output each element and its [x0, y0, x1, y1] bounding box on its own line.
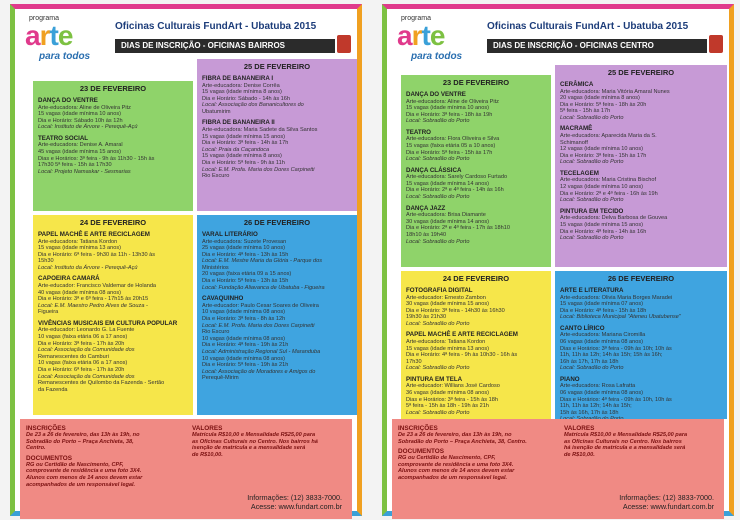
inscricoes-line: De 23 a 26 de fevereiro, das 13h às 19h, no: [398, 432, 512, 438]
block-26: [555, 271, 727, 419]
workshop-detail-line: 20 vagas (faixa etária 09 a 15 anos): [202, 271, 292, 278]
block-25: [555, 65, 727, 267]
workshop-detail-line: Arte-educadora: Sarely Cardoso Furtado: [406, 174, 508, 181]
inscricoes-line: Sobradão do Porto – Praça Anchieta, 38,: [26, 438, 134, 445]
workshop-entry: [560, 287, 722, 321]
workshop-detail-line: da Fazenda: [38, 386, 68, 393]
workshop-detail-line: Local: Sobradão do Porto: [560, 114, 624, 121]
block-date-heading: 24 DE FEVEREIRO: [442, 274, 510, 283]
workshop-detail-line: 15 vagas (idade mínima 13 anos): [406, 345, 490, 352]
workshop-title: PAPEL MACHÊ E ARTE RECICLAGEM: [406, 331, 518, 339]
workshop-detail-line: Perequê-Mirim: [202, 375, 239, 382]
workshop-detail-line: Dia e Horário: 5ª feira - 18h às 20h: [560, 101, 647, 108]
workshop-detail-line: Dia e Horário: 5ª feira - 13h às 15h: [202, 278, 289, 285]
workshop-title: DANÇA DO VENTRE: [406, 91, 466, 98]
workshop-title: CAVAQUINHO: [202, 295, 244, 303]
workshop-detail-line: Dia e Horário: Sábado - 14h às 16h: [202, 95, 291, 102]
workshop-detail-line: 15 vagas (idade mínima 8 anos): [202, 89, 282, 96]
logo-letter: t: [49, 20, 58, 51]
workshop-detail-line: Dias e Horários: 3ª feira - 09h às 10h; 10h às: [560, 345, 672, 352]
workshop-detail-line: Arte-educadora: Delva Barbosa de Gouvea: [560, 215, 668, 222]
workshop-detail-line: Arte-educadora: Aparecida Maria da S.: [560, 132, 657, 139]
workshop-detail-line: Ubatumirim: [202, 108, 231, 115]
workshop-detail-line: 45 vagas (idade mínima 15 anos): [38, 148, 122, 155]
workshop-detail-line: Local: Praia da Caçandoca: [202, 146, 270, 153]
workshop-entry: [202, 75, 352, 115]
valores-line: de R$10,00.: [564, 451, 595, 458]
workshop-entry: [38, 231, 188, 271]
inscricoes-line: De 23 a 26 de fevereiro, das 13h às 19h, no: [26, 432, 140, 438]
workshop-detail-line: 10 vagas (idade mínima 08 anos): [202, 335, 286, 342]
workshop-title: PAPEL MACHÊ E ARTE RECICLAGEM: [38, 231, 150, 238]
workshop-detail-line: Arte-educadora: Tatiana Kordon: [38, 238, 118, 245]
workshop-detail-line: Arte-educador: Ernesto Zambon: [406, 294, 486, 301]
block-23: [33, 81, 193, 211]
footer-valores: [564, 425, 687, 458]
workshop-detail-line: Local: Fundação Aliavanca de Ubatuba - Figueira: [202, 284, 325, 291]
workshop-detail-line: 10 vagas (idade mínima 08 anos): [202, 355, 286, 362]
workshop-detail-line: Local: E.M. Maestro Pedro Alves de Souza -: [38, 302, 148, 309]
workshop-title: VIVÊNCIAS MUSICAIS EM CULTURA POPULAR: [38, 319, 178, 327]
workshop-detail-line: Arte-educadora: Denise Corrêa: [202, 82, 280, 89]
block-date-heading: 25 DE FEVEREIRO: [243, 62, 311, 71]
workshop-entry: [406, 91, 546, 125]
workshop-detail-line: Local: Instituto de Árvore - Perequê-Açú: [38, 124, 138, 131]
workshop-detail-line: Rio Escuro: [202, 329, 230, 336]
workshop-detail-line: Dia e Horário: 2ª e 4ª feira - 17h às 18h10: [406, 225, 510, 232]
workshop-detail-line: 11h, 11h às 12h; 14h às 15h; 15h às 16h;: [560, 352, 663, 359]
workshop-title: DANÇA DO VENTRE: [38, 97, 98, 104]
valores-line: as Oficinas Culturais no Centro. Nos bairros há: [192, 438, 318, 445]
workshop-title: CERÂMICA: [560, 81, 594, 88]
documentos-heading: DOCUMENTOS: [398, 448, 445, 456]
workshop-detail-line: 16h às 17h, 17h às 18h: [560, 358, 619, 365]
workshop-detail-line: Dia e Horário: 3ª feira - 14h às 17h: [202, 140, 289, 147]
block-date-heading: 26 DE FEVEREIRO: [607, 274, 675, 283]
footer-inscricoes: [398, 425, 527, 482]
workshop-entry: [38, 320, 188, 393]
logo-letter: a: [397, 20, 412, 51]
workshop-entry: [560, 81, 722, 121]
workshop-detail-line: 15 vagas (faixa etária 05 a 10 anos): [406, 142, 496, 149]
contact-website[interactable]: Acesse: www.fundart.com.br: [250, 502, 342, 511]
block-date-heading: 26 DE FEVEREIRO: [243, 218, 311, 227]
workshop-detail-line: Arte-educadora: Maria Cristina Bischof: [560, 177, 657, 184]
workshop-entry: [560, 208, 722, 242]
workshop-detail-line: Arte-educadora: Tatiana Kordon: [406, 338, 486, 345]
contact-website[interactable]: Acesse: www.fundart.com.br: [622, 502, 714, 511]
workshop-detail-line: Dia e Horário: 4ª feira - 15h às 18h: [560, 307, 647, 314]
block-date-heading: 25 DE FEVEREIRO: [607, 68, 675, 77]
workshop-entry: [38, 135, 188, 175]
workshop-title: VARAL LITERÁRIO: [202, 231, 258, 238]
workshop-detail-line: Arte-educador: Leonardo G. La Fuente: [38, 327, 135, 334]
workshop-entry: [406, 129, 546, 163]
documentos-line: acompanhados de um responsável legal.: [398, 474, 508, 481]
workshop-detail-line: 12 vagas (idade mínima 10 anos): [560, 184, 644, 191]
workshop-detail-line: Figueira: [38, 309, 59, 316]
documentos-line: Alunos com menos de 14 anos devem estar: [398, 468, 515, 475]
workshop-entry: [406, 167, 546, 201]
logo-letter: e: [57, 20, 73, 51]
documentos-line: RG ou Certidão de Nascimento, CPF,: [26, 461, 124, 468]
workshop-detail-line: Dia e Horário: 4ª feira - 19h às 21h: [202, 342, 289, 349]
city-crest-icon: [709, 35, 723, 53]
workshop-entry: [202, 295, 352, 382]
workshop-detail-line: Local: Sobradão do Porto: [560, 365, 624, 372]
poster-title: Oficinas Culturais FundArt - Ubatuba 2015: [487, 21, 689, 32]
workshop-detail-line: Arte-educadora: Rosa Lafratta: [560, 383, 636, 390]
workshop-entry: [406, 331, 546, 371]
workshop-detail-line: Arte-educadora: Brisa Diamante: [406, 212, 486, 219]
valores-line: as Oficinas Culturais no Centro. Nos bairros: [564, 438, 682, 445]
workshop-title: DANÇA CLÁSSICA: [406, 166, 462, 174]
contact-phone: Informações: (12) 3833-7000.: [619, 493, 714, 502]
workshop-detail-line: Dias e Horários: 4ª feira - 09h às 10h, 10h às: [560, 396, 672, 403]
workshop-detail-line: 36 vagas (idade mínima 08 anos): [406, 390, 490, 397]
logo-letter: e: [429, 20, 445, 51]
workshop-detail-line: Rio Escuro: [202, 173, 230, 180]
documentos-line: RG ou Certidão de Nascimento, CPF,: [398, 455, 496, 462]
workshop-detail-line: Dia e Horário: 3ª feira - 17h às 20h: [38, 340, 125, 347]
workshop-detail-line: Dia e Horário: 2ª e 4ª feira - 16h às 19h: [560, 190, 658, 197]
workshop-entry: [560, 376, 722, 423]
workshop-entry: [560, 325, 722, 372]
workshop-detail-line: Dia e Horário: 3ª e 6ª feira - 17h15 às 20h15: [38, 296, 149, 303]
workshop-entry: [406, 287, 546, 327]
workshop-entry: [202, 119, 352, 179]
workshop-detail-line: Local: Associação da Comunidade dos: [38, 373, 135, 380]
block-24: [33, 215, 193, 415]
workshop-title: TEATRO SOCIAL: [38, 134, 89, 142]
workshop-detail-line: Local: Sobradão do Porto: [406, 365, 470, 372]
valores-line: isenção de matrícula e a mensalidade será: [192, 445, 306, 452]
workshop-title: ARTE E LITERATURA: [560, 287, 624, 294]
workshop-detail-line: 15 vagas (idade mínima 10 anos): [406, 105, 490, 112]
block-26: [197, 215, 357, 415]
workshop-detail-line: Local: Sobradão do Porto: [560, 235, 624, 242]
workshop-title: FIBRA DE BANANEIRA II: [202, 119, 275, 127]
workshop-entry: [406, 376, 546, 416]
inscricoes-line: Sobradão do Porto – Praça Anchieta, 38, Centro.: [398, 438, 527, 445]
workshop-detail-line: Local: Instituto da Árvore - Perequê-Açú: [38, 264, 138, 271]
workshop-detail-line: Arte-educadora: Maria Sadete da Silva Santos: [202, 126, 318, 133]
workshop-detail-line: Local: Administração Regional Sul - Maranduba: [202, 348, 321, 355]
documentos-line: comprovante de residência e uma foto 3X4.: [398, 461, 514, 468]
valores-line: Matrícula R$10,00 e Mensalidade R$25,00 para: [564, 432, 688, 438]
workshop-detail-line: Dia e Horário: 3ª feira - 15h às 17h: [560, 152, 647, 159]
workshop-entry: [38, 97, 188, 131]
workshop-entry: [560, 125, 722, 165]
documentos-heading: DOCUMENTOS: [26, 454, 73, 462]
workshop-title: FOTOGRAFIA DIGITAL: [406, 287, 473, 294]
workshop-title: FIBRA DE BANANEIRA I: [202, 75, 274, 82]
workshop-detail-line: Arte-educadora: Aline de Oliveira Pitz: [406, 98, 499, 105]
workshop-detail-line: Dia e Horário: 2ª e 4ª feira - 14h às 16h: [406, 187, 504, 194]
workshop-detail-line: Arte-educador: Paulo Cesar Soares de Oliveira: [202, 302, 319, 309]
workshop-detail-line: Local: Sobradão do Porto: [406, 156, 470, 163]
workshop-detail-line: 5ª feira - 15h às 17h: [560, 108, 611, 115]
workshop-detail-line: Local: Sobradão do Porto: [406, 194, 470, 201]
inscricoes-heading: INSCRIÇÕES: [26, 425, 66, 432]
workshop-detail-line: Local: Sobradão do Porto: [406, 320, 470, 327]
inscricoes-line: Centro.: [26, 445, 46, 452]
workshop-detail-line: Dia e Horário: 6ª feira - 17h às 20h: [38, 367, 125, 373]
workshop-detail-line: Local: Projeto Namaskar - Sesmarias: [38, 168, 131, 175]
logo-letter: a: [25, 20, 40, 51]
workshop-detail-line: 18h10 às 19h40: [406, 231, 447, 238]
workshop-entry: [202, 231, 352, 291]
workshop-detail-line: Remanescentes do Camburi: [38, 353, 109, 360]
workshop-detail-line: 15 vagas (idade mínima 8 anos): [202, 153, 282, 160]
workshop-detail-line: Arte-educadora: Aline de Oliveira Pitz: [38, 104, 131, 111]
block-25: [197, 59, 357, 211]
workshop-detail-line: 30 vagas (idade mínima 15 anos): [406, 301, 490, 308]
logo-program-text: programa: [29, 15, 59, 22]
workshop-detail-line: 5ª feira - 15h às 18h - 19h às 21h: [406, 403, 489, 410]
logo-tagline: para todos: [39, 51, 91, 62]
workshop-detail-line: 20 vagas (idade mínima 8 anos): [560, 95, 640, 102]
workshop-title: PINTURA EM TECIDO: [560, 207, 624, 215]
documentos-line: Alunos com menos de 14 anos devem estar: [26, 474, 143, 481]
block-24: [401, 271, 551, 419]
workshop-detail-line: Dia e Horário: 4ª feira - 9h às 10h30 - 16h às: [406, 352, 518, 359]
city-crest-icon: [337, 35, 351, 53]
workshop-detail-line: 30 vagas (idade mínima 14 anos): [406, 218, 490, 225]
workshop-detail-line: Arte-educadora: Denise A. Amaral: [38, 142, 123, 149]
workshop-entry: [406, 205, 546, 245]
logo-tagline: para todos: [411, 51, 463, 62]
block-date-heading: 24 DE FEVEREIRO: [79, 218, 147, 227]
valores-heading: VALORES: [192, 425, 223, 432]
workshop-title: MACRAMÊ: [560, 125, 593, 133]
valores-heading: VALORES: [564, 425, 595, 432]
workshop-detail-line: Dia e Horário: 5ª feira - 15h às 17h: [406, 149, 493, 156]
workshop-detail-line: 40 vagas (idade mínima 08 anos): [38, 289, 122, 296]
poster-subtitle: DIAS DE INSCRIÇÃO - OFICINAS CENTRO: [487, 39, 707, 53]
arte-logo: [25, 15, 117, 63]
workshop-detail-line: 10 vagas (idade mínima 08 anos): [202, 309, 286, 316]
logo-arte-word: [25, 21, 72, 51]
arte-logo: [397, 15, 489, 63]
workshop-detail-line: Arte-educadora: Flora Oliveira e Silva: [406, 136, 500, 143]
poster-subtitle: DIAS DE INSCRIÇÃO - OFICINAS BAIRROS: [115, 39, 335, 53]
poster-header: [387, 9, 729, 69]
workshop-detail-line: Local: E.M. Profa. Maria dos Dores Carpinetti: [202, 322, 315, 329]
contact-info: [247, 493, 342, 511]
workshop-detail-line: Dia e Horário: 4ª feira - 14h às 16h: [560, 228, 647, 235]
workshop-detail-line: Local: Biblioteca Municipal "Ateneu Ubatubense": [560, 314, 681, 321]
workshop-detail-line: 06 vagas (idade mínima 08 anos): [560, 390, 644, 397]
block-23: [401, 75, 551, 267]
valores-line: há isenção de matrícula e a mensalidade será: [564, 445, 686, 452]
workshop-detail-line: Arte-educador: Willians José Cardoso: [406, 383, 500, 390]
workshop-detail-line: 15 vagas (idade mínima 07 anos): [560, 301, 644, 308]
workshop-title: PINTURA EM TELA: [406, 375, 463, 383]
workshop-detail-line: 15 vagas (idade mínima 15 anos): [202, 133, 286, 140]
workshop-detail-line: Ministérios: [202, 264, 229, 271]
workshop-title: CANTO LÍRICO: [560, 324, 605, 332]
workshop-detail-line: Local: Sobradão do Porto: [406, 118, 470, 125]
workshop-entry: [560, 170, 722, 204]
workshop-detail-line: Arte-educador: Francisco Valdemar de Holanda: [38, 282, 157, 289]
info-footer: [20, 419, 352, 519]
footer-valores: [192, 425, 318, 458]
workshop-detail-line: 10 vagas (faixa etária 06 a 17 anos): [38, 360, 128, 367]
workshop-detail-line: Schimanoff: [560, 139, 588, 146]
poster-title: Oficinas Culturais FundArt - Ubatuba 2015: [115, 21, 317, 32]
valores-line: de R$10,00.: [192, 451, 223, 458]
workshop-title: TECELAGEM: [560, 169, 599, 177]
workshop-detail-line: 12 vagas (idade mínima 10 anos): [560, 146, 644, 153]
poster-bairros: [10, 4, 362, 516]
workshop-detail-line: 15 vagas (idade mínima 15 anos): [560, 221, 644, 228]
info-footer: [392, 419, 724, 519]
workshop-detail-line: Local: Sobradão do Porto: [560, 159, 624, 166]
logo-arte-word: [397, 21, 444, 51]
workshop-detail-line: 19h30 às 21h30: [406, 314, 447, 321]
workshop-detail-line: Local: Sobradão do Porto: [406, 238, 470, 245]
footer-inscricoes: [26, 425, 142, 488]
workshop-detail-line: Arte-educadora: Suzete Provesan: [202, 238, 287, 245]
logo-letter: r: [39, 20, 50, 51]
workshop-detail-line: Dia e Horário: 3ª feira - 14h30 às 16h30: [406, 307, 505, 314]
workshop-detail-line: 10 vagas (faixa etária 06 a 17 anos): [38, 334, 128, 341]
workshop-detail-line: 11h, 11h às 12h; 14h às 15h;: [560, 403, 632, 410]
workshop-detail-line: Local: Sobradão do Porto: [406, 409, 470, 416]
logo-letter: t: [421, 20, 430, 51]
inscricoes-heading: INSCRIÇÕES: [398, 425, 438, 432]
workshop-entry: [38, 275, 188, 315]
workshop-detail-line: 15 vagas (idade mínima 13 anos): [38, 245, 122, 252]
workshop-detail-line: 17h30 5ª feira - 15h às 17h30: [38, 162, 112, 169]
documentos-line: comprovante de residência e uma foto 3X4.: [26, 468, 142, 475]
block-date-heading: 23 DE FEVEREIRO: [442, 78, 510, 87]
workshop-title: PIANO: [560, 375, 580, 383]
workshop-detail-line: Dia e Horário: Sábado 10h às 12h: [38, 117, 123, 124]
workshop-detail-line: Dia e Horário: 5ª feira - 19h às 21h: [202, 362, 289, 369]
workshop-detail-line: Local: Associação dos Bananicultores do: [202, 102, 304, 109]
workshop-detail-line: Local: Associação da Comunidade dos: [38, 347, 135, 354]
workshop-detail-line: Local: Sobradão do Porto: [560, 197, 624, 204]
workshop-detail-line: Local: E.M. Mestre Maria da Glória - Parque dos: [202, 258, 323, 265]
contact-info: [619, 493, 714, 511]
workshop-title: CAPOEIRA CAMARÁ: [38, 275, 100, 283]
workshop-detail-line: 15 vagas (idade mínima 14 anos): [406, 180, 490, 187]
workshop-detail-line: 15h30: [38, 258, 54, 265]
workshop-detail-line: 15 vagas (idade mínima 10 anos): [38, 111, 122, 118]
workshop-detail-line: Dias e Horários: 3ª feira - 9h às 11h30 - 15h às: [38, 155, 155, 162]
logo-letter: r: [411, 20, 422, 51]
workshop-detail-line: Local: Associação de Moradores e Amigos do: [202, 368, 316, 375]
poster-centro: [382, 4, 734, 516]
workshop-detail-line: Dia e Horário: 5ª feira - 9h às 11h: [202, 159, 285, 166]
workshop-detail-line: 15h às 16h, 17h às 18h: [560, 409, 619, 416]
workshop-detail-line: Dia e Horário: 4ª feira - 13h às 15h: [202, 251, 289, 258]
workshop-detail-line: Remanescentes de Quilombo da Fazenda - Sertão: [38, 380, 165, 387]
logo-program-text: programa: [401, 15, 431, 22]
documentos-line: acompanhados de um responsável legal.: [26, 481, 136, 488]
block-date-heading: 23 DE FEVEREIRO: [79, 84, 147, 93]
workshop-detail-line: Arte-educadora: Mariana Ciromilla: [560, 332, 646, 339]
workshop-detail-line: Local: E.M. Profa. Maria dos Dores Carpinetti: [202, 166, 315, 173]
contact-phone: Informações: (12) 3833-7000.: [247, 493, 342, 502]
workshop-detail-line: 06 vagas (idade mínima 08 anos): [560, 338, 644, 345]
workshop-detail-line: Arte-educadora: Maria Vitória Amaral Nunes: [560, 88, 670, 95]
workshop-detail-line: 17h30: [406, 358, 422, 365]
workshop-detail-line: Arte-educadora: Olivia Maria Borges Maradei: [560, 294, 673, 301]
workshop-detail-line: Dia e Horário: 3ª feira - 8h às 12h: [202, 315, 286, 322]
workshop-title: DANÇA JAZZ: [406, 204, 446, 212]
workshop-detail-line: Dias e Horários: 3ª feira - 15h às 18h: [406, 396, 498, 403]
workshop-detail-line: Dia e Horário: 3ª feira - 18h às 19h: [406, 111, 493, 118]
workshop-detail-line: 25 vagas (idade mínima 10 anos): [202, 245, 286, 252]
valores-line: Matrícula R$10,00 e Mensalidade R$25,00 para: [192, 432, 316, 438]
workshop-title: TEATRO: [406, 128, 431, 136]
workshop-detail-line: Dia e Horário: 6ª feira - 9h30 às 11h - 13h30 às: [38, 251, 156, 258]
